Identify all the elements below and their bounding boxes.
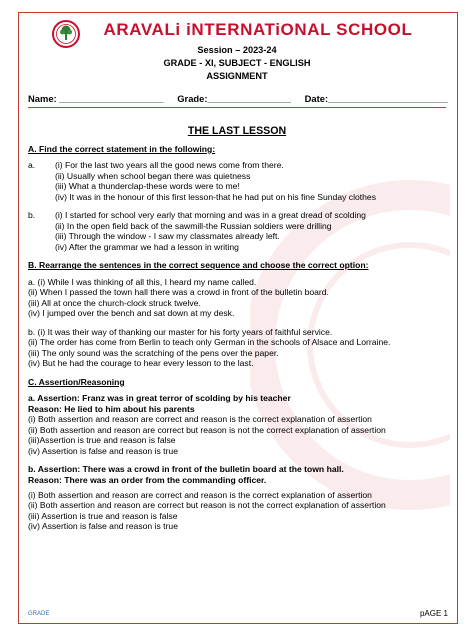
option: (iv) Assertion is false and reason is true — [28, 521, 178, 532]
student-info-row — [28, 93, 448, 104]
assertion-item-a — [28, 393, 446, 456]
assertion-text: b. Assertion: There was a crowd in front of the bulletin board at the town hall. — [28, 464, 344, 475]
spacer — [28, 319, 446, 327]
sentence: (iv) I jumped over the bench and sat down at my desk. — [28, 308, 235, 319]
sentence: (ii) The order has come from Berlin to teach only German in the schools of Alsace and Lorraine. — [28, 337, 391, 348]
document-type: ASSIGNMENT — [206, 71, 268, 82]
question-letter: b. — [28, 210, 36, 221]
question-a — [28, 160, 446, 202]
session-label — [0, 45, 474, 56]
spacer — [28, 202, 446, 210]
reason-text: Reason: There was an order from the commanding officer. — [28, 474, 267, 485]
session-text: Session – 2023-24 — [197, 44, 277, 55]
sentence: (iii) All at once the church-clock struck twelve. — [28, 297, 201, 308]
assignment-content — [28, 125, 446, 532]
spacer — [28, 456, 446, 464]
option: (iii)Assertion is true and reason is false — [28, 435, 176, 446]
assertion-item-b — [28, 464, 446, 532]
reason-text: Reason: He lied to him about his parents — [28, 403, 195, 414]
question-b — [28, 210, 446, 252]
grade-subject: GRADE - XI, SUBJECT - ENGLISH — [163, 57, 311, 68]
option: (iii) What a thunderclap-these words were to me! — [55, 181, 240, 192]
sentence: a. (i) While I was thinking of all this, I heard my name called. — [28, 276, 257, 287]
option: (i) I started for school very early that morning and was in a great dread of scolding — [55, 210, 366, 221]
question-options — [55, 210, 446, 252]
sentence: (ii) When I passed the town hall there was a crowd in front of the bulletin board. — [28, 287, 329, 298]
option: (ii) Usually when school began there was quietness — [55, 170, 251, 181]
sentence: (iv) But he had the courage to hear every lesson to the last. — [28, 358, 254, 369]
option: (iv) It was in the honour of this first lesson-that he had put on his fine Sunday clothes — [55, 191, 377, 202]
option: (iv) Assertion is false and reason is true — [28, 445, 178, 456]
rearrange-group-b — [28, 327, 446, 369]
option: (iii) Assertion is true and reason is false — [28, 510, 178, 521]
lesson-title: THE LAST LESSON — [187, 125, 287, 137]
option: (i) Both assertion and reason are correct and reason is the correct explanation of assertion — [28, 414, 372, 425]
option: (ii) In the open field back of the sawmill-the Russian soldiers were drilling — [55, 220, 332, 231]
section-b-heading: B. Rearrange the sentences in the correct sequence and choose the correct option: — [28, 260, 369, 271]
footer-grade-label: GRADE — [28, 611, 50, 617]
sentence: b. (i) It was their way of thanking our master for his forty years of faithful service. — [28, 326, 333, 337]
option: (iii) Through the window - I saw my classmates already left. — [55, 231, 280, 242]
rearrange-group-a — [28, 277, 446, 319]
question-letter: a. — [28, 160, 36, 171]
option: (ii) Both assertion and reason are correct but reason is not the correct explanation of assertion — [28, 500, 386, 511]
option: (iv) After the grammar we had a lesson in writing — [55, 241, 239, 252]
option: (i) For the last two years all the good news come from there. — [55, 160, 284, 171]
question-options — [55, 160, 446, 202]
assertion-text: a. Assertion: Franz was in great terror of scolding by his teacher — [28, 393, 291, 404]
page-number: pAGE 1 — [419, 609, 448, 618]
spacer — [28, 252, 446, 260]
option: (i) Both assertion and reason are correct and reason is the correct explanation of assertion — [28, 490, 372, 500]
option: (ii) Both assertion and reason are correct but reason is not the correct explanation of assertion — [28, 424, 386, 435]
document-header — [0, 20, 474, 82]
grade-field: Grade:________________ — [177, 93, 291, 104]
section-c-heading: C. Assertion/Reasoning — [28, 376, 125, 387]
date-field: Date:_______________________ — [304, 93, 448, 104]
school-name: ARAVALi iNTERNATiONAL SCHOOL — [103, 20, 413, 39]
name-field: Name: ____________________ — [28, 93, 164, 104]
spacer — [28, 369, 446, 377]
sentence: (iii) The only sound was the scratching of the pens over the paper. — [28, 347, 279, 358]
header-divider — [28, 107, 446, 108]
section-a-heading: A. Find the correct statement in the following: — [28, 143, 216, 154]
